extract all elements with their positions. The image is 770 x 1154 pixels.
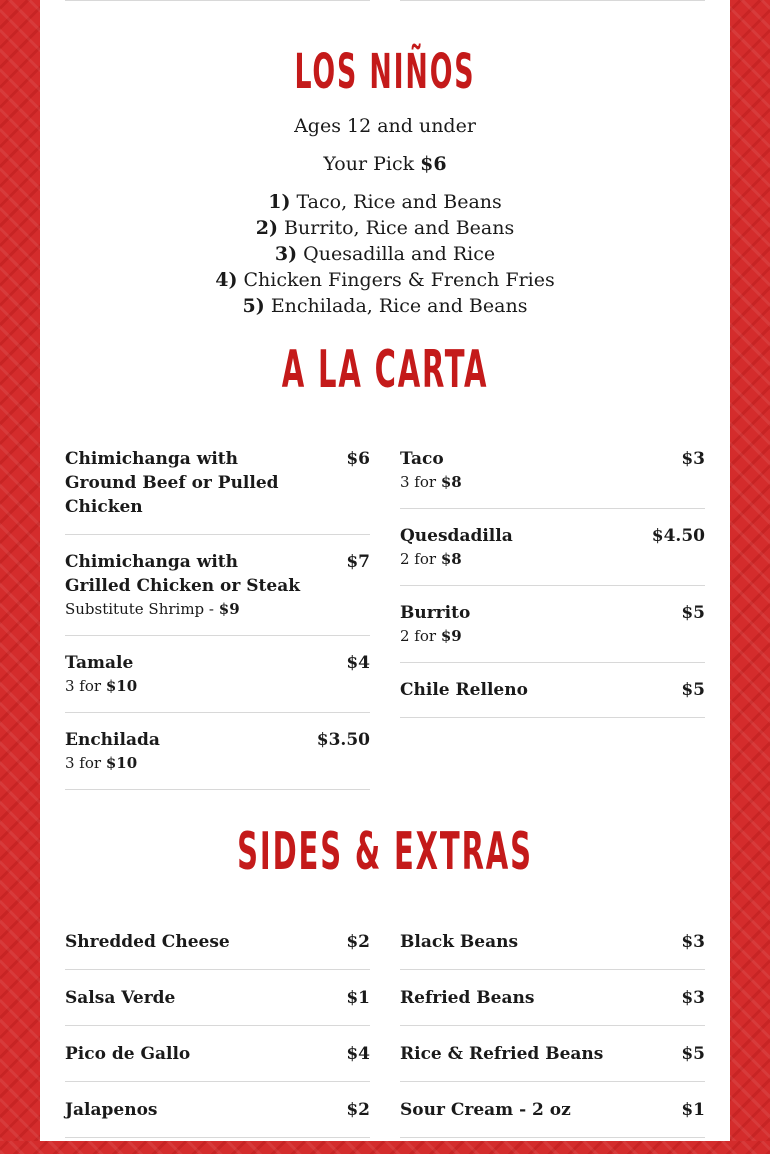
- note-text: 3 for: [65, 754, 106, 772]
- menu-item: [65, 930, 370, 970]
- item-price: $6: [346, 449, 370, 469]
- pick-price: $6: [420, 153, 447, 175]
- kids-option: [40, 293, 730, 319]
- item-price: $5: [681, 603, 705, 623]
- option-number: 4): [215, 269, 238, 291]
- option-number: 3): [274, 243, 298, 265]
- divider: [65, 0, 370, 1]
- item-price: $4: [346, 653, 370, 673]
- item-name: Burrito: [400, 603, 471, 623]
- item-price: $3: [681, 449, 705, 469]
- menu-item: [65, 1098, 370, 1138]
- kids-option: [40, 267, 730, 293]
- menu-item: [400, 986, 705, 1026]
- item-name: Jalapenos: [65, 1100, 158, 1120]
- note-price: $9: [218, 600, 240, 618]
- item-name: Rice & Refried Beans: [400, 1044, 604, 1064]
- item-name: Tamale: [65, 653, 134, 673]
- option-number: 1): [268, 191, 291, 213]
- item-name: Chimichanga with Ground Beef or Pulled Chicken: [65, 449, 279, 517]
- item-name: Black Beans: [400, 932, 519, 952]
- item-name: Salsa Verde: [65, 988, 176, 1008]
- menu-item: [400, 524, 705, 586]
- top-dividers: [65, 0, 705, 1]
- item-price: $3: [681, 932, 705, 952]
- note-text: 2 for: [400, 550, 441, 568]
- item-name: Sour Cream - 2 oz: [400, 1100, 571, 1120]
- item-note: [65, 598, 370, 620]
- menu-item: [65, 986, 370, 1026]
- item-name: Enchilada: [65, 730, 160, 750]
- menu-item: [400, 1098, 705, 1138]
- option-number: 2): [255, 217, 278, 239]
- menu-item: [400, 678, 705, 718]
- your-pick: [40, 151, 730, 177]
- item-price: $7: [346, 552, 370, 572]
- menu-item: [400, 930, 705, 970]
- option-text: Taco, Rice and Beans: [296, 191, 502, 213]
- item-price: $4.50: [651, 526, 705, 546]
- note-price: $10: [105, 677, 138, 695]
- ages-note: Ages 12 and under: [294, 115, 476, 137]
- menu-item: [65, 550, 370, 636]
- option-text: Enchilada, Rice and Beans: [270, 295, 528, 317]
- item-price: $1: [681, 1100, 705, 1120]
- menu-item: [400, 447, 705, 509]
- item-price: $5: [681, 680, 705, 700]
- item-price: $2: [346, 1100, 370, 1120]
- note-price: $10: [105, 754, 138, 772]
- kids-option: [40, 189, 730, 215]
- menu-item: [65, 728, 370, 790]
- menu-page: [40, 0, 730, 1141]
- note-price: $8: [440, 550, 462, 568]
- menu-item: [400, 601, 705, 663]
- option-text: Chicken Fingers & French Fries: [243, 269, 555, 291]
- item-price: $5: [681, 1044, 705, 1064]
- item-name: Taco: [400, 449, 444, 469]
- kids-options: [40, 189, 730, 319]
- item-price: $2: [346, 932, 370, 952]
- note-text: 2 for: [400, 627, 441, 645]
- option-number: 5): [242, 295, 265, 317]
- item-name: Chimichanga with Grilled Chicken or Steak: [65, 552, 300, 596]
- note-text: Substitute Shrimp -: [65, 600, 219, 618]
- item-price: $3.50: [316, 730, 370, 750]
- section-title-sides: SIDES & EXTRAS: [237, 822, 533, 882]
- item-note: [400, 625, 705, 647]
- item-name: Quesdadilla: [400, 526, 513, 546]
- item-name: Pico de Gallo: [65, 1044, 191, 1064]
- note-text: 3 for: [65, 677, 106, 695]
- section-title-carta: A LA CARTA: [281, 340, 489, 400]
- item-price: $1: [346, 988, 370, 1008]
- note-price: $9: [440, 627, 462, 645]
- divider: [400, 0, 705, 1]
- option-text: Quesadilla and Rice: [303, 243, 496, 265]
- item-name: Shredded Cheese: [65, 932, 230, 952]
- item-note: [65, 752, 370, 774]
- sides-left-column: [65, 930, 370, 1154]
- note-text: 3 for: [400, 473, 441, 491]
- item-note: [400, 471, 705, 493]
- menu-item: [65, 651, 370, 713]
- kids-option: [40, 215, 730, 241]
- note-price: $8: [440, 473, 462, 491]
- menu-item: [65, 1042, 370, 1082]
- item-price: $3: [681, 988, 705, 1008]
- item-name: Chile Relleno: [400, 680, 528, 700]
- option-text: Burrito, Rice and Beans: [284, 217, 515, 239]
- carta-right-column: [400, 447, 705, 733]
- item-name: Refried Beans: [400, 988, 535, 1008]
- item-price: $4: [346, 1044, 370, 1064]
- menu-item: [65, 447, 370, 535]
- section-title-ninos: LOS NIÑOS: [294, 44, 476, 100]
- item-note: [65, 675, 370, 697]
- kids-option: [40, 241, 730, 267]
- carta-left-column: [65, 447, 370, 805]
- sides-right-column: [400, 930, 705, 1154]
- pick-label: Your Pick: [323, 153, 415, 175]
- item-note: [400, 548, 705, 570]
- menu-item: [400, 1042, 705, 1082]
